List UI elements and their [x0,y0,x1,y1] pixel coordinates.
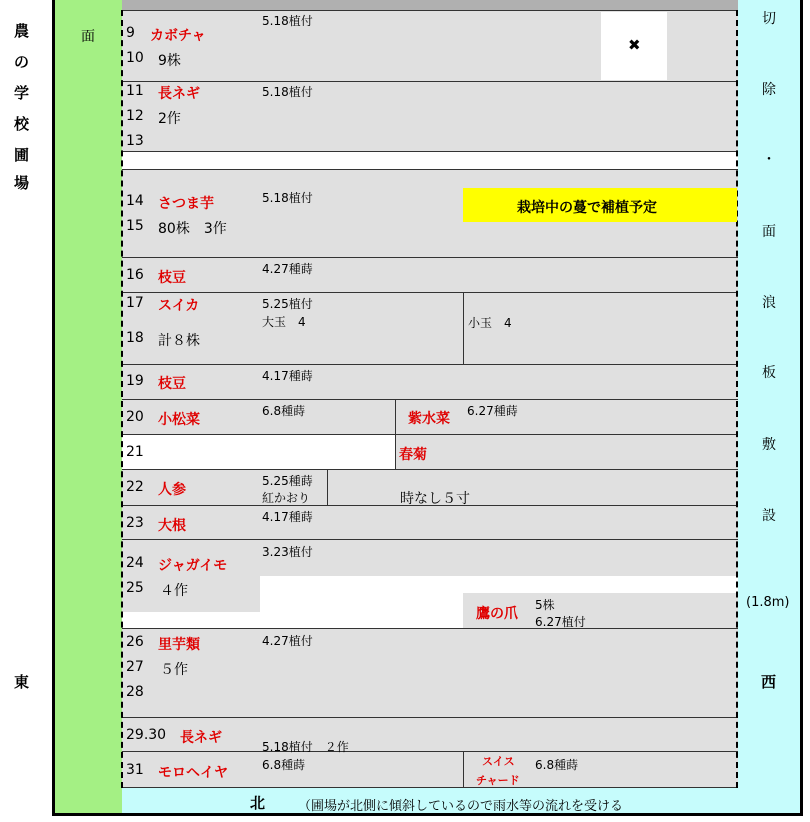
north-label: 北 [250,794,266,812]
row21-white [122,435,395,469]
plant-date: 5.18植付 [262,85,313,99]
crop-name: 里芋類 [158,637,200,653]
row-note: 計８株 [158,333,200,349]
title-char: 校 [14,115,30,133]
west-label: 西 [761,673,777,691]
row-number: 10 [126,50,144,66]
plant-date: 6.27種蒔 [467,404,518,418]
crop-name: 長ネギ [158,86,200,102]
title-char: 農 [14,22,30,40]
crop-name: 枝豆 [158,270,186,286]
row-number: 24 [126,555,144,571]
row25-bottom [122,612,260,628]
right-char: ・ [762,152,776,168]
row-number: 14 [126,193,144,209]
row-number: 23 [126,515,144,531]
crop-name: 小松菜 [158,412,200,428]
row-number: 15 [126,218,144,234]
right-char: 面 [762,224,776,240]
top-band [122,0,738,10]
crop-name: 枝豆 [158,376,186,392]
plant-date: 6.8種蒔 [262,758,306,772]
row-number: 21 [126,444,144,460]
plant-count: 5株 [535,598,555,612]
row-number: 22 [126,479,144,495]
right-dashed-border [736,10,738,788]
crop-name: 長ネギ [180,730,222,746]
title-char: の [14,53,30,71]
variety-note: 大玉 4 [262,315,306,329]
plant-date: 5.18植付 ２作 [262,740,349,754]
title-char: 場 [14,174,30,192]
row-number: 9 [126,25,135,41]
variety-note: 時なし５寸 [400,491,470,507]
right-char: 浪 [762,295,776,311]
row-note: 2作 [158,111,181,127]
cross-mark-icon: ✖ [628,36,641,54]
variety-note: 紅かおり [262,491,311,505]
plant-date: 5.25種蒔 [262,474,313,488]
plant-date: 4.17種蒔 [262,369,313,383]
crop-name: 春菊 [399,447,427,463]
row-note: 9株 [158,53,181,69]
row-number: 16 [126,267,144,283]
right-char: 敷 [762,437,776,453]
plot-area [122,0,738,788]
row-number: 12 [126,108,144,124]
plant-date: 4.27種蒔 [262,262,313,276]
right-char: 除 [762,82,776,98]
row25-white [260,576,738,593]
right-char: 切 [762,11,776,27]
row-number: 11 [126,83,144,99]
crop-name: チャード [476,774,520,787]
row-number: 29.30 [126,727,167,743]
row-number: 13 [126,133,144,149]
east-label: 東 [14,673,30,691]
plant-date: 5.18植付 [262,191,313,205]
title-char: 圃 [14,146,30,164]
crop-name: カボチャ [150,28,206,44]
width-label: (1.8m) [746,595,790,610]
row-number: 25 [126,580,144,596]
plant-date: 6.8種蒔 [535,758,579,772]
plant-date: 6.8種蒔 [262,404,306,418]
replant-banner-text: 栽培中の蔓で補植予定 [517,200,657,216]
row-number: 31 [126,762,144,778]
crop-name: ジャガイモ [158,558,228,574]
row-number: 26 [126,634,144,650]
crop-name: さつま芋 [158,196,214,212]
row-number: 27 [126,659,144,675]
row-number: 17 [126,295,144,311]
green-label: 面 [81,29,95,45]
row25-white-left [260,593,463,628]
crop-name: 大根 [158,518,186,534]
row-number: 19 [126,373,144,389]
plant-date: 5.25植付 [262,297,313,311]
row-note: ５作 [160,662,188,678]
right-cut-slope [738,0,800,813]
right-char: 板 [762,365,776,381]
crop-name: スイス [482,755,515,768]
row-note: ４作 [160,583,188,599]
plant-date: 4.27植付 [262,634,313,648]
slope-note: （圃場が北側に傾斜しているので雨水等の流れを受ける [298,799,624,814]
row-number: 20 [126,409,144,425]
crop-name: 人参 [158,482,186,498]
crop-name: スイカ [158,298,200,314]
right-char: 設 [762,508,776,524]
crop-name: 紫水菜 [408,411,450,427]
plant-date: 3.23植付 [262,545,313,559]
path-strip [122,152,738,169]
row-number: 28 [126,684,144,700]
left-dashed-border [121,10,123,788]
row-number: 18 [126,330,144,346]
green-slope [55,0,122,813]
plant-date: 5.18植付 [262,14,313,28]
plant-date: 6.27植付 [535,615,586,629]
variety-note: 小玉 4 [468,316,512,330]
title-char: 学 [14,84,30,102]
row-note: 80株 3作 [158,221,227,237]
crop-name: 鷹の爪 [476,606,518,622]
plant-date: 4.17種蒔 [262,510,313,524]
crop-name: モロヘイヤ [158,765,228,781]
